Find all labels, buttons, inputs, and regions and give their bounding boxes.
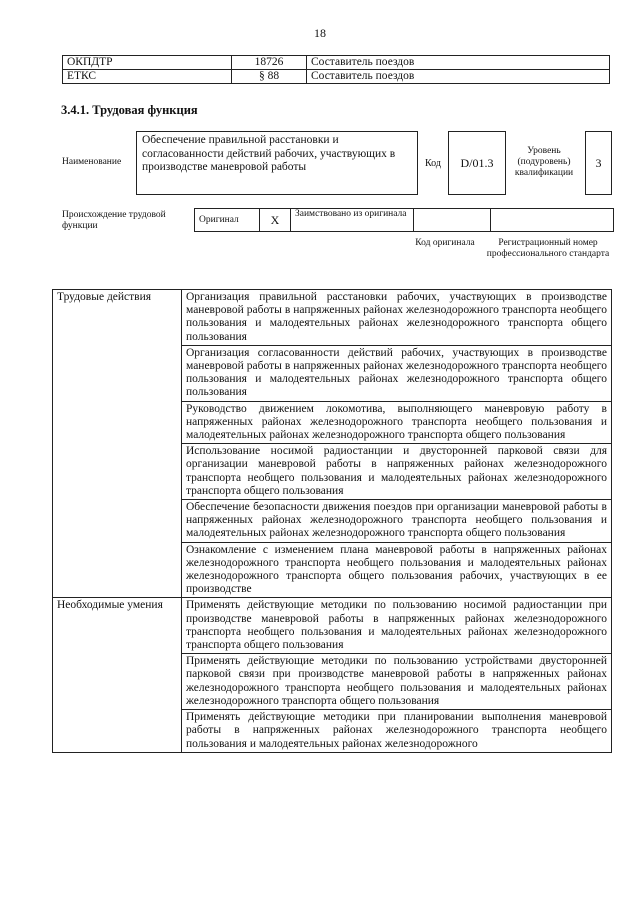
borrowed-cell: Заимствовано из оригинала — [291, 209, 414, 232]
section-title: 3.4.1. Трудовая функция — [61, 103, 198, 117]
labor-action-item: Организация согласованности действий рабочих, участвующих в производстве маневровой работы в напряженных районах железнодорожного транспорта необщего пользования и малодеятельных районах железнодорожного транспорта общего пользования — [182, 345, 612, 401]
skill-item: Применять действующие методики при планировании выполнения маневровой работы в напряженных районах железнодорожного транспорта необщего пользования и малодеятельных районах железнодорожного — [182, 710, 612, 753]
table-row — [63, 56, 610, 70]
classifier-codes-table — [62, 55, 610, 84]
qualification-level-box: 3 — [585, 131, 612, 195]
original-code-caption: Код оригинала — [415, 238, 475, 248]
original-code-cell — [414, 209, 491, 232]
table-row — [53, 290, 612, 346]
classifier-title: Составитель поездов — [307, 56, 610, 70]
registration-number-caption: Регистрационный номер профессионального стандарта — [486, 238, 610, 259]
labor-action-item: Использование носимой радиостанции и двусторонней парковой связи для организации маневровой работы в напряженных районах железнодорожного транспорта необщего пользования и малодеятельных районах железнодорожного транспорта общего пользования — [182, 444, 612, 500]
section-label-labor-actions: Трудовые действия — [53, 290, 182, 598]
origin-label: Происхождение трудовой функции — [62, 210, 166, 231]
origin-table — [194, 208, 614, 232]
labor-action-item: Обеспечение безопасности движения поездов при организации маневровой работы в напряженных районах железнодорожного транспорта необщего пользования и малодеятельных районах железнодорожного транспорта общего пользования — [182, 500, 612, 543]
table-row — [63, 70, 610, 84]
function-name-box: Обеспечение правильной расстановки и согласованности действий рабочих, участвующих в производстве маневровой работы — [136, 131, 418, 195]
skill-item: Применять действующие методики по пользованию носимой радиостанции при производстве маневровой работы в напряженных районах железнодорожного транспорта необщего пользования и малодеятельных районах железнодорожного транспорта общего пользования — [182, 598, 612, 654]
function-code-box: D/01.3 — [448, 131, 506, 195]
page-number: 18 — [314, 26, 326, 40]
labor-action-item: Ознакомление с изменением плана маневровой работы в напряженных районах железнодорожного транспорта необщего пользования и малодеятельных районах железнодорожного транспорта общего пользования рабочих, участвующих в ее производстве — [182, 542, 612, 598]
original-mark: X — [260, 209, 291, 232]
code-label: Код — [425, 158, 441, 169]
original-cell: Оригинал — [195, 209, 260, 232]
qualification-level-label: Уровень (подуровень) квалификации — [514, 146, 574, 178]
labor-action-item: Руководство движением локомотива, выполняющего маневровую работу в напряженных районах железнодорожного транспорта необщего пользования и малодеятельных районах железнодорожного транспорта общего пользования — [182, 401, 612, 444]
classifier-title: Составитель поездов — [307, 70, 610, 84]
table-row — [195, 209, 614, 232]
section-label-required-skills: Необходимые умения — [53, 598, 182, 752]
function-details-table — [52, 289, 612, 753]
classifier-name: ЕТКС — [63, 70, 232, 84]
table-row — [53, 598, 612, 654]
registration-number-cell — [491, 209, 614, 232]
labor-action-item: Организация правильной расстановки рабочих, участвующих в производстве маневровой работы в напряженных районах железнодорожного транспорта необщего пользования и малодеятельных районах железнодорожного транспорта общего пользования — [182, 290, 612, 346]
classifier-name: ОКПДТР — [63, 56, 232, 70]
skill-item: Применять действующие методики по пользованию устройствами двусторонней парковой связи при производстве маневровой работы в напряженных районах железнодорожного транспорта необщего пользования и малодеятельных районах железнодорожного транспорта общего пользования — [182, 654, 612, 710]
name-label: Наименование — [62, 157, 122, 167]
classifier-code: § 88 — [232, 70, 307, 84]
classifier-code: 18726 — [232, 56, 307, 70]
